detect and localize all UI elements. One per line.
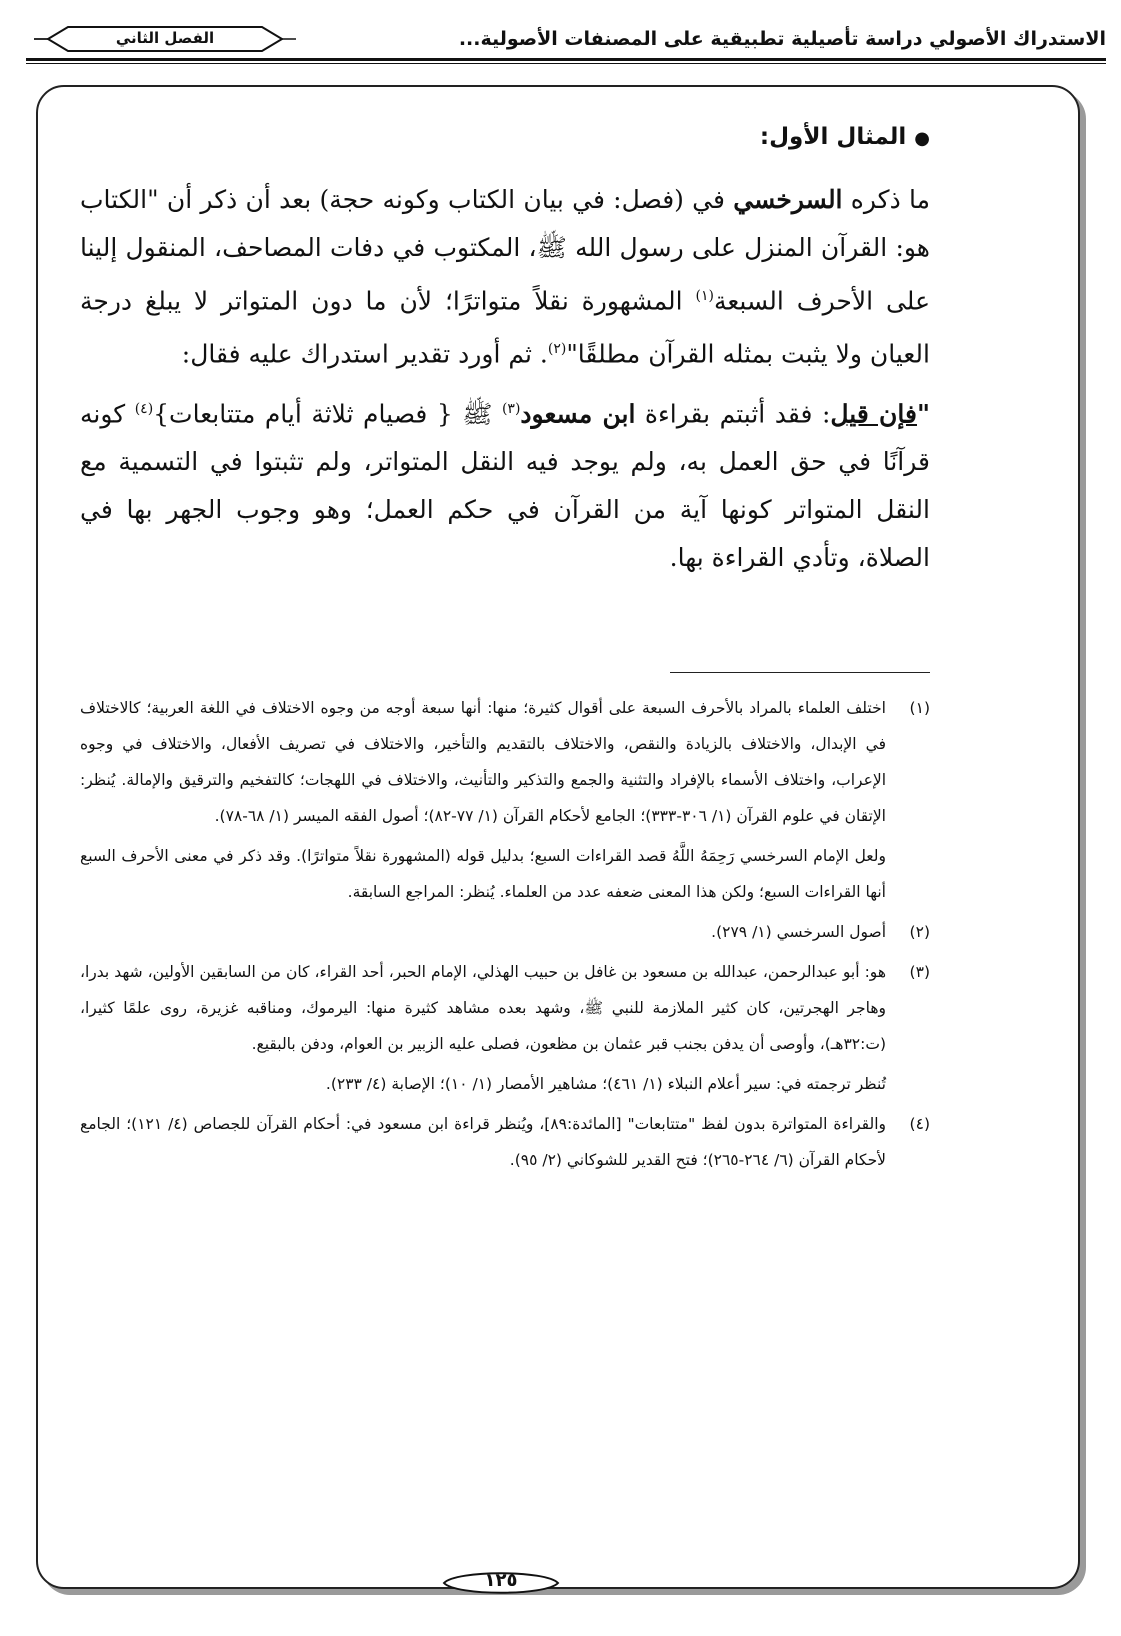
- para2-text-a: : فقد أثبتم بقراءة: [635, 398, 831, 428]
- para1-text-c: المشهورة نقلاً متواترًا؛ لأن ما دون المتواتر لا يبلغ درجة العيان ولا يثبت بمثله القرآن مطلقًا": [80, 286, 930, 369]
- footnote-1: [80, 690, 930, 834]
- footnote-1-continuation: ولعل الإمام السرخسي رَحِمَهُ اللَّهُ قصد القراءات السبع؛ بدليل قوله (المشهورة نقلاً متواترًا). وقد ذكر في معنى الأحرف السبع أنها القراءات السبع؛ ولكن هذا المعنى ضعفه عدد من العلماء. يُنظر: المراجع السابقة.: [80, 847, 886, 901]
- footnote-number: (٣): [909, 963, 930, 981]
- footnote-ref-4[interactable]: (٤): [134, 400, 154, 417]
- companion-name: ابن مسعود: [520, 398, 636, 428]
- footnote-body: [80, 914, 886, 950]
- footnote-3-continuation: تُنظر ترجمته في: سير أعلام النبلاء (١/ ٤٦١)؛ مشاهير الأمصار (١/ ١٠)؛ الإصابة (٤/ ٢٣٣).: [325, 1075, 886, 1093]
- footnote-paragraph: اختلف العلماء بالمراد بالأحرف السبعة على أقوال كثيرة؛ منها: أنها سبعة أوجه من وجوه الاختلاف في اللغة العربية؛ كالاختلاف في الإبدال، والاختلاف بالزيادة والنقص، والاختلاف بالتقديم والتأخير، والاختلاف في تصريف الأفعال، والاختلاف في وجوه الإعراب، واختلاف الأسماء بالإفراد والتثنية والجمع والتذكير والتأنيث، والاختلاف في اللهجات؛ كالتفخيم والترقيق والإمالة. يُنظر: الإتقان في علوم القرآن (١/ ٣٠٦-٣٣٣)؛ الجامع لأحكام القرآن (١/ ٧٧-٨٢)؛ أصول الفقه الميسر (١/ ٦٨-٧٨).: [80, 699, 886, 825]
- footnote-number: (١): [909, 699, 930, 717]
- page-header: [26, 22, 1106, 58]
- main-paragraph-2: [80, 385, 930, 582]
- page-number-badge: [436, 1566, 566, 1600]
- if-said-label: فإن قيل: [830, 398, 917, 428]
- footnote-paragraph: والقراءة المتواترة بدون لفظ "متتابعات" [المائدة:٨٩]، ويُنظر قراءة ابن مسعود في: أحكام القرآن للجصاص (٤/ ١٢١)؛ الجامع لأحكام القرآن (٦/ ٢٦٤-٢٦٥)؛ فتح القدير للشوكاني (٢/ ٩٥).: [80, 1115, 886, 1169]
- footnote-ref-2[interactable]: (٢): [547, 341, 567, 358]
- book-title: الاستدراك الأصولي دراسة تأصيلية تطبيقية على المصنفات الأصولية...: [458, 28, 1106, 50]
- footnote-number: (٤): [909, 1115, 930, 1133]
- footnote-separator: [670, 672, 930, 673]
- para1-text-a: ما ذكره: [842, 185, 930, 214]
- para2-text-c: كونه قرآنًا في حق العمل به، ولم يوجد فيه النقل المتواتر، ولم تثبتوا في التسمية مع النقل المتواتر كونها آية من القرآن في حكم العمل؛ وهو وجوب الجهر بها في الصلاة، وتأدي القراءة بها.: [80, 398, 930, 572]
- quote-mark: ": [916, 398, 931, 428]
- footnote-paragraph: هو: أبو عبدالرحمن، عبدالله بن مسعود بن غافل بن حبيب الهذلي، الإمام الحبر، أحد القراء، كان من السابقين الأولين، شهد بدرا، وهاجر الهجرتين، كان كثير الملازمة للنبي ﷺ، وشهد بعده مشاهد كثيرة منها: اليرموك، ومناقبه غزيرة، روى علمًا كثيرا، (ت:٣٢هـ)، وأوصى أن يدفن بجنب قبر عثمان بن مظعون، فصلى عليه الزبير بن العوام، ودفن بالبقيع.: [80, 963, 886, 1053]
- footnote-ref-3[interactable]: (٣): [501, 400, 521, 417]
- example-heading-text: المثال الأول:: [759, 124, 907, 150]
- footnotes: [80, 690, 930, 1182]
- footnote-ref-1[interactable]: (١): [695, 288, 714, 304]
- header-rule-thick: [26, 58, 1106, 61]
- footnote-number: (٢): [909, 923, 930, 941]
- footnote-body: [80, 1106, 886, 1178]
- footnote-4: [80, 1106, 930, 1178]
- header-rule-thin: [26, 63, 1106, 64]
- main-content: [80, 120, 930, 588]
- chapter-label: الفصل الثاني: [115, 29, 215, 47]
- footnote-body: [80, 954, 886, 1062]
- para1-text-b: في (فصل: في بيان الكتاب وكونه حجة) بعد أن ذكر أن "الكتاب هو: القرآن المنزل على رسول الله ﷺ، المكتوب في دفات المصاحف، المنقول إلينا على الأحرف السبعة: [80, 185, 930, 316]
- page-number: ١٢٥: [484, 1570, 518, 1591]
- footnote-body: [80, 690, 886, 834]
- footnote-3: [80, 954, 930, 1062]
- footnote-2: [80, 914, 930, 950]
- example-heading: [80, 120, 930, 156]
- main-paragraph-1: [80, 176, 930, 379]
- bullet-icon: ●: [914, 128, 930, 149]
- chapter-tab: [34, 24, 296, 54]
- footnote-paragraph: أصول السرخسي (١/ ٢٧٩).: [711, 923, 886, 941]
- author-name: السرخسي: [733, 185, 843, 214]
- para2-text-b: ﷺ { فصيام ثلاثة أيام متتابعات}: [153, 398, 502, 428]
- para1-text-d: . ثم أورد تقدير استدراك عليه فقال:: [181, 339, 548, 369]
